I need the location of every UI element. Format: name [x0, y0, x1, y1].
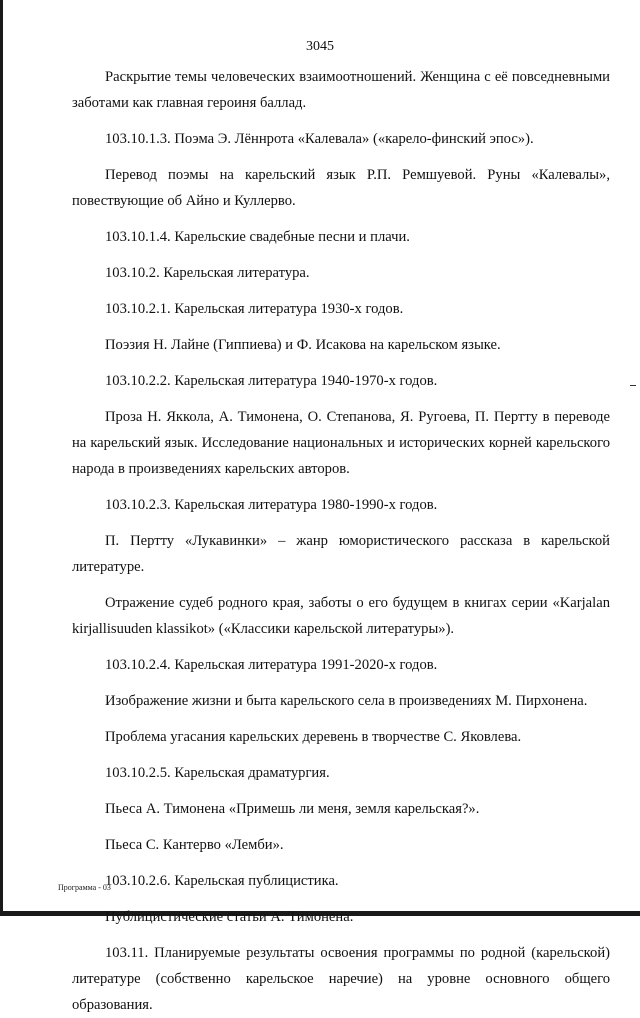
paragraph-ballads-theme: Раскрытие темы человеческих взаимоотношений. Женщина с её повседневными заботами как главная героиня баллад. [72, 69, 610, 111]
paragraph-1940-1970s-heading: 103.10.2.2. Карельская литература 1940-1970-х годов. [105, 373, 438, 389]
margin-mark [630, 385, 636, 386]
paragraph-pertu-humor: П. Пертту «Лукавинки» – жанр юмористического рассказа в карельской литературе. [72, 533, 610, 575]
paragraph-timonen-articles: Публицистические статьи А. Тимонена. [105, 909, 354, 925]
scan-border-left [0, 0, 3, 916]
paragraph-kantervo-play: Пьеса С. Кантерво «Лемби». [105, 837, 284, 853]
paragraph-timonen-play: Пьеса А. Тимонена «Примешь ли меня, земля карельская?». [105, 801, 480, 817]
paragraph-classics-series: Отражение судеб родного края, заботы о его будущем в книгах серии «Karjalan kirjallisuuden klassikot» («Классики карельской литературы»). [72, 595, 610, 637]
paragraph-kalevala-translation: Перевод поэмы на карельский язык Р.П. Ремшуевой. Руны «Калевалы», повествующие об Айно и Куллерво. [72, 167, 610, 209]
page-number: 3045 [306, 39, 334, 54]
paragraph-pirhonen: Изображение жизни и быта карельского села в произведениях М. Пирхонена. [105, 693, 588, 709]
paragraph-planned-results: 103.11. Планируемые результаты освоения программы по родной (карельской) литературе (собственно карельское наречие) на уровне основного общего образования. [72, 945, 610, 1013]
document-body [72, 64, 610, 1018]
paragraph-drama-heading: 103.10.2.5. Карельская драматургия. [105, 765, 330, 781]
paragraph-1980-1990s-heading: 103.10.2.3. Карельская литература 1980-1990-х годов. [105, 497, 438, 513]
paragraph-1930s-heading: 103.10.2.1. Карельская литература 1930-х годов. [105, 301, 404, 317]
footer-program-label: Программа - 03 [58, 883, 111, 892]
paragraph-1930s-poetry: Поэзия Н. Лайне (Гиппиева) и Ф. Исакова на карельском языке. [105, 337, 501, 353]
paragraph-wedding-songs-heading: 103.10.1.4. Карельские свадебные песни и плачи. [105, 229, 410, 245]
paragraph-karelian-literature-heading: 103.10.2. Карельская литература. [105, 265, 310, 281]
paragraph-1940-1970s-prose: Проза Н. Яккола, А. Тимонена, О. Степанова, Я. Ругоева, П. Пертту в переводе на карельский язык. Исследование национальных и исторических корней карельского народа в произведениях карельских авторов. [72, 409, 610, 477]
paragraph-kalevala-heading: 103.10.1.3. Поэма Э. Лённрота «Калевала» («карело-финский эпос»). [105, 131, 534, 147]
paragraph-yakovlev: Проблема угасания карельских деревень в творчестве С. Яковлева. [105, 729, 522, 745]
paragraph-publicism-heading: 103.10.2.6. Карельская публицистика. [105, 873, 339, 889]
paragraph-1991-2020s-heading: 103.10.2.4. Карельская литература 1991-2020-х годов. [105, 657, 438, 673]
